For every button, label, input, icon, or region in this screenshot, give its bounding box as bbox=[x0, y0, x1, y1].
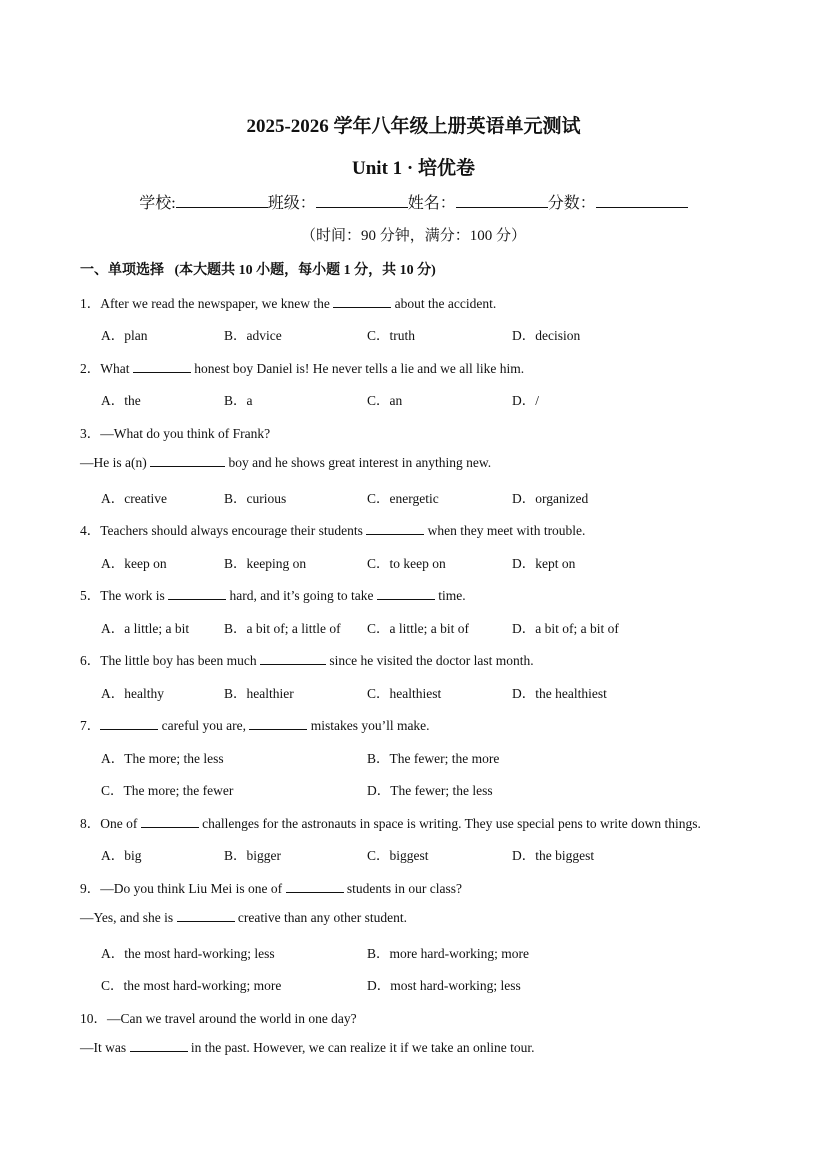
answer-option[interactable]: C．truth bbox=[367, 328, 416, 343]
answer-option[interactable]: D．most hard-working; less bbox=[367, 978, 521, 993]
answer-option[interactable]: C．healthiest bbox=[367, 686, 442, 701]
answer-option[interactable]: D．the healthiest bbox=[512, 686, 607, 701]
question-text: 9．—Do you think Liu Mei is one of bbox=[80, 881, 286, 896]
section-title: 一、单项选择 bbox=[80, 263, 164, 278]
answer-option[interactable]: A．creative bbox=[101, 491, 167, 506]
exam-subtitle: Unit 1 · 培优卷 bbox=[352, 158, 475, 179]
question-text: —He is a(n) bbox=[80, 455, 151, 470]
question-text: students in our class? bbox=[343, 881, 462, 896]
section-heading bbox=[80, 259, 436, 279]
answer-option[interactable]: C．The more; the fewer bbox=[101, 783, 234, 798]
exam-title: 2025-2026 学年八年级上册英语单元测试 bbox=[246, 116, 581, 137]
answer-blank bbox=[130, 1039, 188, 1052]
question-text: careful you are, bbox=[158, 718, 250, 733]
question-text: 3．—What do you think of Frank? bbox=[80, 426, 271, 441]
answer-blank bbox=[150, 454, 225, 467]
school-blank bbox=[176, 193, 268, 208]
student-info-line bbox=[0, 190, 827, 213]
answer-option[interactable]: B．curious bbox=[224, 491, 287, 506]
answer-blank bbox=[377, 587, 435, 600]
answer-option[interactable]: C．a little; a bit of bbox=[367, 621, 469, 636]
class-blank bbox=[316, 193, 408, 208]
question-text: 6．The little boy has been much bbox=[80, 653, 260, 668]
answer-option[interactable]: B．The fewer; the more bbox=[367, 751, 500, 766]
answer-option[interactable]: C．to keep on bbox=[367, 556, 446, 571]
answer-option[interactable]: C．an bbox=[367, 393, 403, 408]
answer-option[interactable]: A．The more; the less bbox=[101, 751, 224, 766]
question-text: about the accident. bbox=[391, 296, 497, 311]
question-stem bbox=[80, 1007, 357, 1027]
answer-option[interactable]: D．The fewer; the less bbox=[367, 783, 493, 798]
answer-blank bbox=[366, 522, 424, 535]
question-text: hard, and it’s going to take bbox=[226, 588, 377, 603]
question-text: —It was bbox=[80, 1040, 130, 1055]
question-text: 4．Teachers should always encourage their students bbox=[80, 523, 367, 538]
question-stem bbox=[80, 714, 430, 734]
name-blank bbox=[456, 193, 548, 208]
answer-option[interactable]: A．plan bbox=[101, 328, 148, 343]
answer-option[interactable]: D．the biggest bbox=[512, 848, 595, 863]
answer-option[interactable]: D．/ bbox=[512, 393, 539, 408]
answer-option[interactable]: B．more hard-working; more bbox=[367, 946, 529, 961]
question-text: since he visited the doctor last month. bbox=[325, 653, 534, 668]
question-text: 7． bbox=[80, 718, 101, 733]
answer-option[interactable]: D．decision bbox=[512, 328, 581, 343]
answer-blank bbox=[100, 717, 158, 730]
answer-option[interactable]: A．keep on bbox=[101, 556, 167, 571]
question-stem bbox=[80, 812, 701, 832]
question-stem bbox=[80, 422, 270, 442]
answer-option[interactable]: B．bigger bbox=[224, 848, 281, 863]
school-label: 学校: bbox=[139, 195, 176, 212]
answer-option[interactable]: B．a bit of; a little of bbox=[224, 621, 341, 636]
name-label: 姓名： bbox=[407, 195, 456, 212]
question-stem bbox=[80, 519, 585, 539]
answer-blank bbox=[260, 652, 326, 665]
score-label: 分数： bbox=[547, 195, 596, 212]
question-text: creative than any other student. bbox=[234, 910, 407, 925]
answer-option[interactable]: C．energetic bbox=[367, 491, 439, 506]
question-text: time. bbox=[434, 588, 466, 603]
question-stem bbox=[80, 292, 496, 312]
answer-option[interactable]: C．biggest bbox=[367, 848, 429, 863]
answer-option[interactable]: C．the most hard-working; more bbox=[101, 978, 282, 993]
question-text: 1．After we read the newspaper, we knew the bbox=[80, 296, 334, 311]
question-text: mistakes you’ll make. bbox=[307, 718, 430, 733]
question-stem bbox=[80, 649, 534, 669]
answer-blank bbox=[141, 815, 199, 828]
question-text: challenges for the astronauts in space is writing. They use special pens to write down things. bbox=[198, 816, 701, 831]
question-text: 2．What bbox=[80, 361, 133, 376]
answer-option[interactable]: A．healthy bbox=[101, 686, 164, 701]
question-text: 5．The work is bbox=[80, 588, 169, 603]
question-text: 8．One of bbox=[80, 816, 141, 831]
answer-option[interactable]: D．kept on bbox=[512, 556, 576, 571]
score-blank bbox=[596, 193, 688, 208]
question-text: when they meet with trouble. bbox=[424, 523, 586, 538]
question-text: 10．—Can we travel around the world in one day? bbox=[80, 1011, 357, 1026]
question-stem bbox=[80, 357, 524, 377]
answer-blank bbox=[133, 360, 191, 373]
answer-blank bbox=[249, 717, 307, 730]
answer-blank bbox=[168, 587, 226, 600]
answer-option[interactable]: A．the most hard-working; less bbox=[101, 946, 275, 961]
answer-option[interactable]: B．a bbox=[224, 393, 253, 408]
answer-option[interactable]: A．the bbox=[101, 393, 141, 408]
question-text: honest boy Daniel is! He never tells a lie and we all like him. bbox=[190, 361, 525, 376]
question-text: boy and he shows great interest in anything new. bbox=[225, 455, 492, 470]
question-stem bbox=[80, 877, 462, 897]
question-response-line bbox=[80, 454, 491, 471]
answer-option[interactable]: D．a bit of; a bit of bbox=[512, 621, 619, 636]
class-label: 班级： bbox=[267, 195, 316, 212]
time-info: （时间：90 分钟，满分：100 分） bbox=[300, 228, 526, 244]
answer-blank bbox=[333, 295, 391, 308]
answer-option[interactable]: A．a little; a bit bbox=[101, 621, 190, 636]
question-response-line bbox=[80, 909, 407, 926]
question-text: in the past. However, we can realize it if we take an online tour. bbox=[187, 1040, 535, 1055]
answer-option[interactable]: B．keeping on bbox=[224, 556, 307, 571]
question-text: —Yes, and she is bbox=[80, 910, 177, 925]
answer-option[interactable]: D．organized bbox=[512, 491, 589, 506]
answer-blank bbox=[177, 909, 235, 922]
answer-option[interactable]: A．big bbox=[101, 848, 142, 863]
answer-blank bbox=[286, 880, 344, 893]
answer-option[interactable]: B．advice bbox=[224, 328, 282, 343]
section-note: (本大题共 10 小题，每小题 1 分，共 10 分) bbox=[174, 263, 436, 278]
question-stem bbox=[80, 584, 466, 604]
answer-option[interactable]: B．healthier bbox=[224, 686, 294, 701]
question-response-line bbox=[80, 1039, 534, 1056]
